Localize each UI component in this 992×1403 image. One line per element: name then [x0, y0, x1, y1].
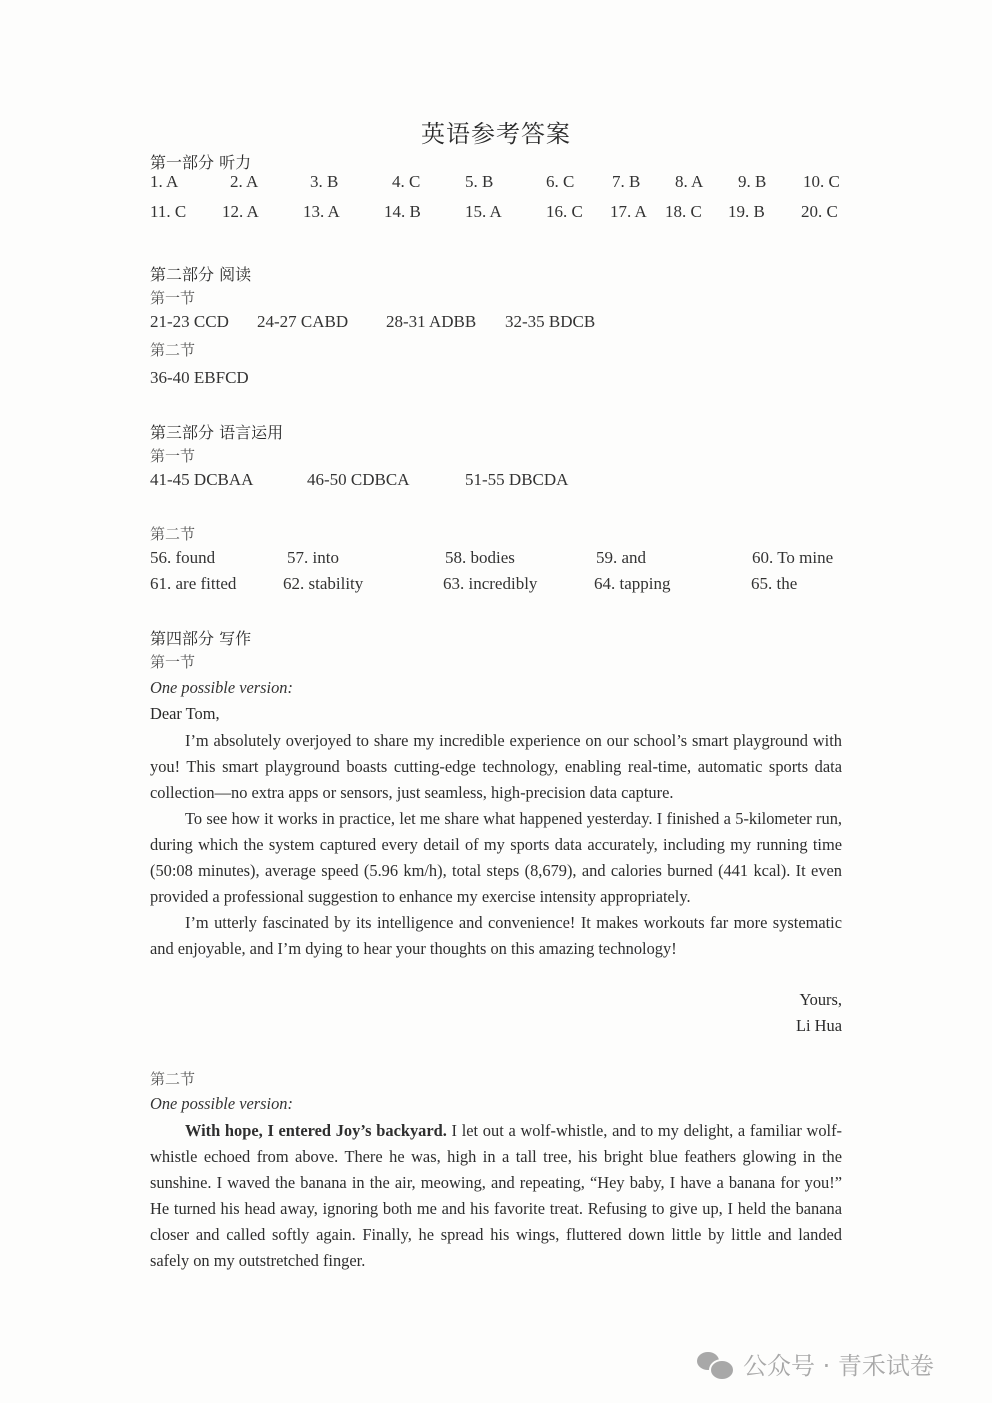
answer-group: 51-55 DBCDA: [465, 470, 569, 489]
answer-group: 36-40 EBFCD: [150, 368, 249, 387]
letter-closing: Yours,: [799, 990, 842, 1009]
letter-signature: Li Hua: [796, 1016, 842, 1035]
answer: 62. stability: [283, 574, 364, 593]
watermark: [697, 1346, 934, 1381]
letter-body: [150, 728, 842, 962]
answer: 4. C: [392, 172, 421, 191]
answer-group: 41-45 DCBAA: [150, 470, 254, 489]
section-label: 第一节: [150, 447, 196, 465]
page-title: 英语参考答案: [421, 120, 571, 148]
answer-group: 24-27 CABD: [257, 312, 349, 331]
answer: 8. A: [675, 172, 704, 191]
answer: 63. incredibly: [443, 574, 538, 593]
answer: 60. To mine: [752, 548, 834, 567]
answer: 10. C: [803, 172, 840, 191]
answer: 16. C: [546, 202, 583, 221]
letter-paragraph: To see how it works in practice, let me share what happened yesterday. I finished a 5-kilometer run, during which the system captured every detail of my sports data accurately, including my running time (50:08 minutes), average speed (5.96 km/h), total steps (8,679), and calories burned (441 kcal). It even provided a professional suggestion to enhance my exercise intensity appropriately.: [150, 809, 842, 906]
part1-heading: 第一部分 听力: [150, 153, 252, 172]
answer: 19. B: [728, 202, 765, 221]
answer: 17. A: [610, 202, 647, 221]
answer: 65. the: [751, 574, 798, 593]
answer: 3. B: [310, 172, 339, 191]
answer: 58. bodies: [445, 548, 515, 567]
answer: 56. found: [150, 548, 216, 567]
section-label: 第一节: [150, 653, 196, 671]
answer-group: 46-50 CDBCA: [307, 470, 410, 489]
answer-group: 32-35 BDCB: [505, 312, 596, 331]
answer: 2. A: [230, 172, 259, 191]
watermark-text: 公众号 · 青禾试卷: [743, 1352, 934, 1380]
answer: 64. tapping: [594, 574, 671, 593]
part4-heading: 第四部分 写作: [150, 629, 252, 648]
answer: 18. C: [665, 202, 702, 221]
section-label: 第一节: [150, 289, 196, 307]
section-label: 第二节: [150, 1070, 196, 1088]
part3-heading: 第三部分 语言运用: [150, 423, 284, 442]
answer: 59. and: [596, 548, 647, 567]
part2-heading: 第二部分 阅读: [150, 265, 252, 284]
answer: 14. B: [384, 202, 421, 221]
version-label: One possible version:: [150, 1094, 293, 1113]
answer: 20. C: [801, 202, 838, 221]
wechat-icon: [697, 1350, 733, 1378]
story-body: [150, 1118, 842, 1274]
answer: 13. A: [303, 202, 340, 221]
letter-paragraph: I’m utterly fascinated by its intelligence and convenience! It makes workouts far more systematic and enjoyable, and I’m dying to hear your thoughts on this amazing technology!: [150, 913, 842, 958]
letter-paragraph: I’m absolutely overjoyed to share my incredible experience on our school’s smart playground with you! This smart playground boasts cutting-edge technology, enabling real-time, automatic sports data collection—no extra apps or sensors, just seamless, high-precision data capture.: [150, 731, 842, 802]
answer: 57. into: [287, 548, 339, 567]
section-label: 第二节: [150, 341, 196, 359]
answer: 15. A: [465, 202, 502, 221]
story-opening-sentence: With hope, I entered Joy’s backyard.: [185, 1121, 447, 1140]
answer: 5. B: [465, 172, 494, 191]
version-label: One possible version:: [150, 678, 293, 697]
answer-group: 28-31 ADBB: [386, 312, 477, 331]
story-text: I let out a wolf-whistle, and to my delight, a familiar wolf-whistle echoed from above. There he was, high in a tall tree, his bright blue feathers glowing in the sunshine. I waved the banana in the air, meowing, and repeating, “Hey baby, I have a banana for you!” He turned his head away, ignoring both me and his favorite treat. Refusing to give up, I held the banana closer and called softly again. Finally, he spread his wings, fluttered down little by little and landed safely on my outstretched finger.: [150, 1121, 842, 1270]
answer-group: 21-23 CCD: [150, 312, 229, 331]
answer: 11. C: [150, 202, 187, 221]
salutation: Dear Tom,: [150, 704, 220, 723]
answer: 1. A: [150, 172, 179, 191]
answer: 6. C: [546, 172, 575, 191]
answer: 7. B: [612, 172, 641, 191]
section-label: 第二节: [150, 525, 196, 543]
answer: 12. A: [222, 202, 259, 221]
answer: 9. B: [738, 172, 767, 191]
answer: 61. are fitted: [150, 574, 237, 593]
